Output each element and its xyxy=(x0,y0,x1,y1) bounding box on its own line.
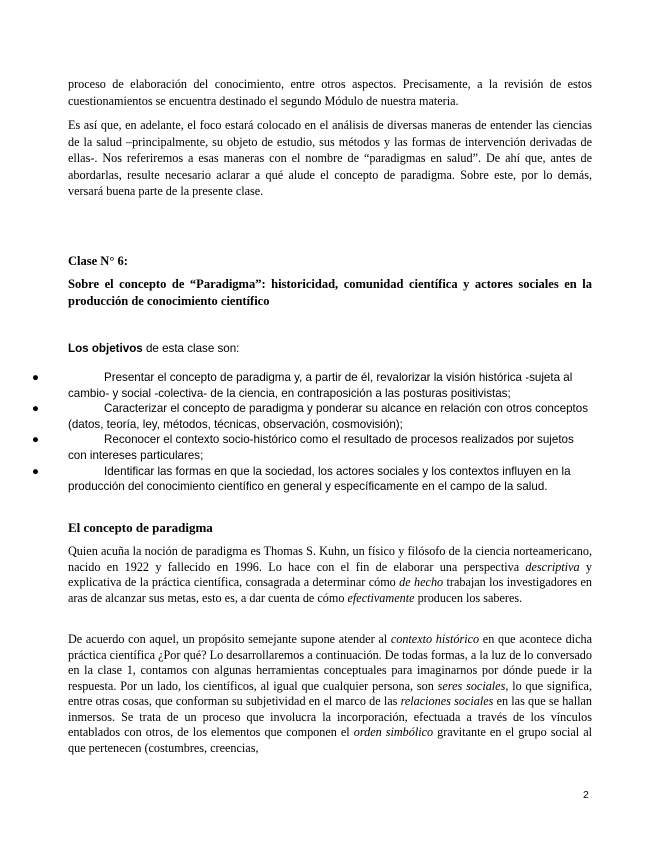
paragraph-historical-context xyxy=(68,632,592,756)
list-item-text: Identificar las formas en que la sociedad, los actores sociales y los contextos influyen en la producción del conocimiento científico en general y específicamente en el campo de la salud. xyxy=(68,464,571,494)
text-run: en que acontece dicha práctica científica ¿Por qué? Lo desarrollaremos a continuación. De todas formas, a la luz de lo conversado en la clase 1, contamos con algunas herramientas conceptuales para imaginarnos por dónde puede ir la respuesta. Por un lado, los científicos, al igual que cualquier persona, son xyxy=(68,632,592,693)
italic-run: efectivamente xyxy=(347,590,415,605)
list-item xyxy=(32,464,592,495)
bullet-icon: ● xyxy=(32,433,40,447)
bullet-icon: ● xyxy=(32,402,40,416)
objectives-rest: de esta clase son: xyxy=(142,342,240,355)
class-label: Clase N° 6: xyxy=(68,254,128,268)
text-run: trabajan los investigadores en aras de alcanzar sus metas, esto es, a dar cuenta de cómo xyxy=(68,575,593,605)
section-title: El concepto de paradigma xyxy=(68,520,213,535)
class-title: Sobre el concepto de “Paradigma”: historicidad, comunidad científica y actores sociales en la producción de conocimiento científico xyxy=(68,277,592,308)
italic-run: descriptiva xyxy=(525,559,580,574)
text-run: De acuerdo con aquel, un propósito semejante supone atender al xyxy=(68,632,391,646)
text-run: gravitante en el grupo social al que pertenecen (costumbres, creencias, xyxy=(68,725,592,755)
list-item-text: Reconocer el contexto socio-histórico como el resultado de procesos realizados por sujetos con intereses particulares; xyxy=(68,433,574,462)
text-run: producen los saberes. xyxy=(414,590,523,605)
text-run: en las que se hallan inmersos. Se trata de un proceso que involucra la incorporación, efectuada a través de los vínculos entablados con otros, de los elementos que componen el xyxy=(68,694,592,739)
objectives-heading xyxy=(68,342,592,355)
list-item-text: Presentar el concepto de paradigma y, a partir de él, revalorizar la visión histórica -sujeta al cambio- y social -colectiva- de la ciencia, en contraposición a las posturas positivistas; xyxy=(68,371,573,400)
paragraph-kuhn xyxy=(68,544,592,606)
page-number: 2 xyxy=(583,789,589,801)
objectives-list xyxy=(32,370,592,495)
text-run: Quien acuña la noción de paradigma es Thomas S. Kuhn, un físico y filósofo de la ciencia norteamericano, nacido en 1922 y fallecido en 1996. Lo hace con el fin de elaborar una perspectiva xyxy=(68,544,592,574)
list-item xyxy=(32,401,592,432)
paragraph-intro-continuation: proceso de elaboración del conocimiento, entre otros aspectos. Precisamente, a la revisión de estos cuestionamientos se encuentra destinado el segundo Módulo de nuestra materia. xyxy=(68,77,592,108)
text-run: y explicativa de la práctica científica, consagrada a determinar cómo xyxy=(68,559,592,589)
list-item-text: Caracterizar el concepto de paradigma y ponderar su alcance en relación con otros conceptos (datos, teoría, ley, métodos, técnicas, observación, cosmovisión); xyxy=(68,402,588,431)
italic-run: relaciones sociales xyxy=(400,694,494,708)
italic-run: de hecho xyxy=(399,575,444,589)
italic-run: seres sociales xyxy=(437,678,506,693)
bullet-icon: ● xyxy=(32,371,40,384)
list-item xyxy=(32,370,592,401)
paragraph-focus: Es así que, en adelante, el foco estará colocado en el análisis de diversas maneras de entender las ciencias de la salud –principalmente, su objeto de estudio, sus métodos y las formas de intervención derivadas de ellas-. Nos referiremos a esas maneras con el nombre de “paradigmas en salud”. De ahí que, antes de abordarlas, resulte necesario aclarar a qué alude el concepto de paradigma. Sobre este, por lo demás, versará buena parte de la presente clase. xyxy=(68,118,592,198)
objectives-bold: Los objetivos xyxy=(68,342,143,355)
list-item xyxy=(32,432,592,463)
text-run: , lo que significa, entre otras cosas, que conforman su subjetividad en el marco de las xyxy=(68,678,592,708)
italic-run: contexto histórico xyxy=(390,632,480,646)
italic-run: orden simbólico xyxy=(353,725,434,739)
bullet-icon: ● xyxy=(32,464,40,478)
